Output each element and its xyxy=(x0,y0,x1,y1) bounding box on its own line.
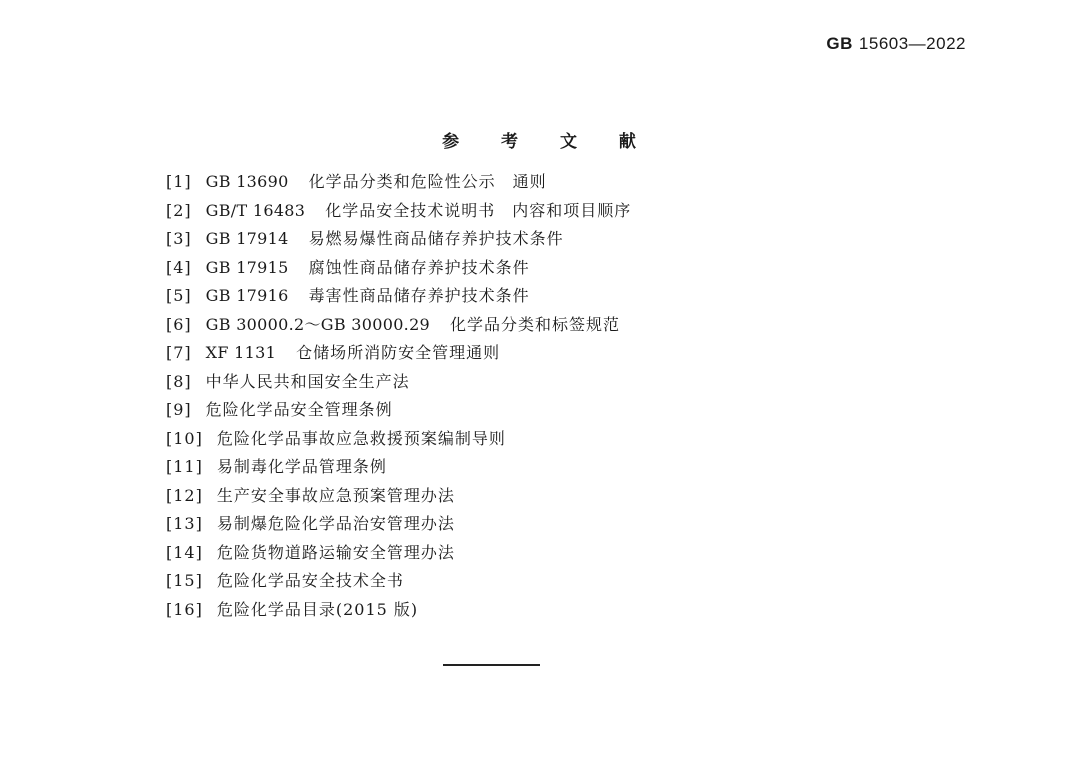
reference-item xyxy=(166,311,631,340)
reference-number: [15] xyxy=(166,571,203,590)
end-rule xyxy=(443,664,540,666)
reference-number: [10] xyxy=(166,428,203,448)
reference-title: 危险化学品安全技术全书 xyxy=(216,571,404,590)
reference-number: [9] xyxy=(166,400,192,419)
reference-title: 化学品分类和危险性公示 通则 xyxy=(308,172,547,191)
reference-title: 易制毒化学品管理条例 xyxy=(216,457,387,476)
reference-title: 危险货物道路运输安全管理办法 xyxy=(216,542,455,562)
reference-code: GB 13690 xyxy=(205,172,289,191)
reference-title: 易制爆危险化学品治安管理办法 xyxy=(216,514,455,533)
reference-item xyxy=(166,510,631,539)
reference-number: [13] xyxy=(166,514,203,533)
reference-number: [1] xyxy=(166,172,192,191)
section-title: 参 考 文 献 xyxy=(442,132,654,152)
reference-title: 生产安全事故应急预案管理办法 xyxy=(216,485,455,505)
reference-title: 危险化学品安全管理条例 xyxy=(205,400,393,419)
reference-number: [6] xyxy=(166,314,192,334)
reference-item xyxy=(166,368,631,397)
reference-title: 化学品安全技术说明书 内容和项目顺序 xyxy=(325,200,632,220)
reference-title: 化学品分类和标签规范 xyxy=(450,314,621,334)
reference-code: GB 17914 xyxy=(205,229,289,248)
reference-item xyxy=(166,539,631,568)
reference-item xyxy=(166,596,631,625)
reference-code: XF 1131 xyxy=(205,343,277,362)
reference-number: [3] xyxy=(166,229,192,248)
reference-title: 仓储场所消防安全管理通则 xyxy=(296,343,501,362)
reference-number: [2] xyxy=(166,200,192,220)
reference-number: [4] xyxy=(166,257,192,277)
standard-number xyxy=(826,34,966,54)
standard-prefix: GB xyxy=(826,34,853,53)
reference-number: [12] xyxy=(166,485,203,505)
reference-item xyxy=(166,567,631,596)
reference-title: 中华人民共和国安全生产法 xyxy=(205,371,410,391)
reference-title: 腐蚀性商品储存养护技术条件 xyxy=(308,257,530,277)
reference-item xyxy=(166,339,631,368)
reference-code: GB/T 16483 xyxy=(205,200,306,220)
reference-title: 毒害性商品储存养护技术条件 xyxy=(308,286,530,305)
reference-number: [7] xyxy=(166,343,192,362)
reference-item xyxy=(166,282,631,311)
reference-item xyxy=(166,225,631,254)
reference-item xyxy=(166,482,631,511)
reference-item xyxy=(166,453,631,482)
reference-title: 危险化学品事故应急救援预案编制导则 xyxy=(216,428,506,448)
standard-code: 15603—2022 xyxy=(858,34,966,53)
reference-title: 易燃易爆性商品储存养护技术条件 xyxy=(308,229,564,248)
reference-item xyxy=(166,197,631,226)
reference-item xyxy=(166,396,631,425)
reference-item xyxy=(166,425,631,454)
reference-number: [16] xyxy=(166,599,203,619)
reference-code: GB 17916 xyxy=(205,286,289,305)
reference-item xyxy=(166,168,631,197)
reference-title: 危险化学品目录(2015 版) xyxy=(216,599,419,619)
reference-code: GB 17915 xyxy=(205,257,289,277)
reference-code: GB 30000.2～GB 30000.29 xyxy=(205,314,431,334)
reference-number: [11] xyxy=(166,457,203,476)
reference-list xyxy=(166,168,631,624)
reference-number: [8] xyxy=(166,371,192,391)
reference-item xyxy=(166,254,631,283)
reference-number: [5] xyxy=(166,286,192,305)
reference-number: [14] xyxy=(166,542,203,562)
